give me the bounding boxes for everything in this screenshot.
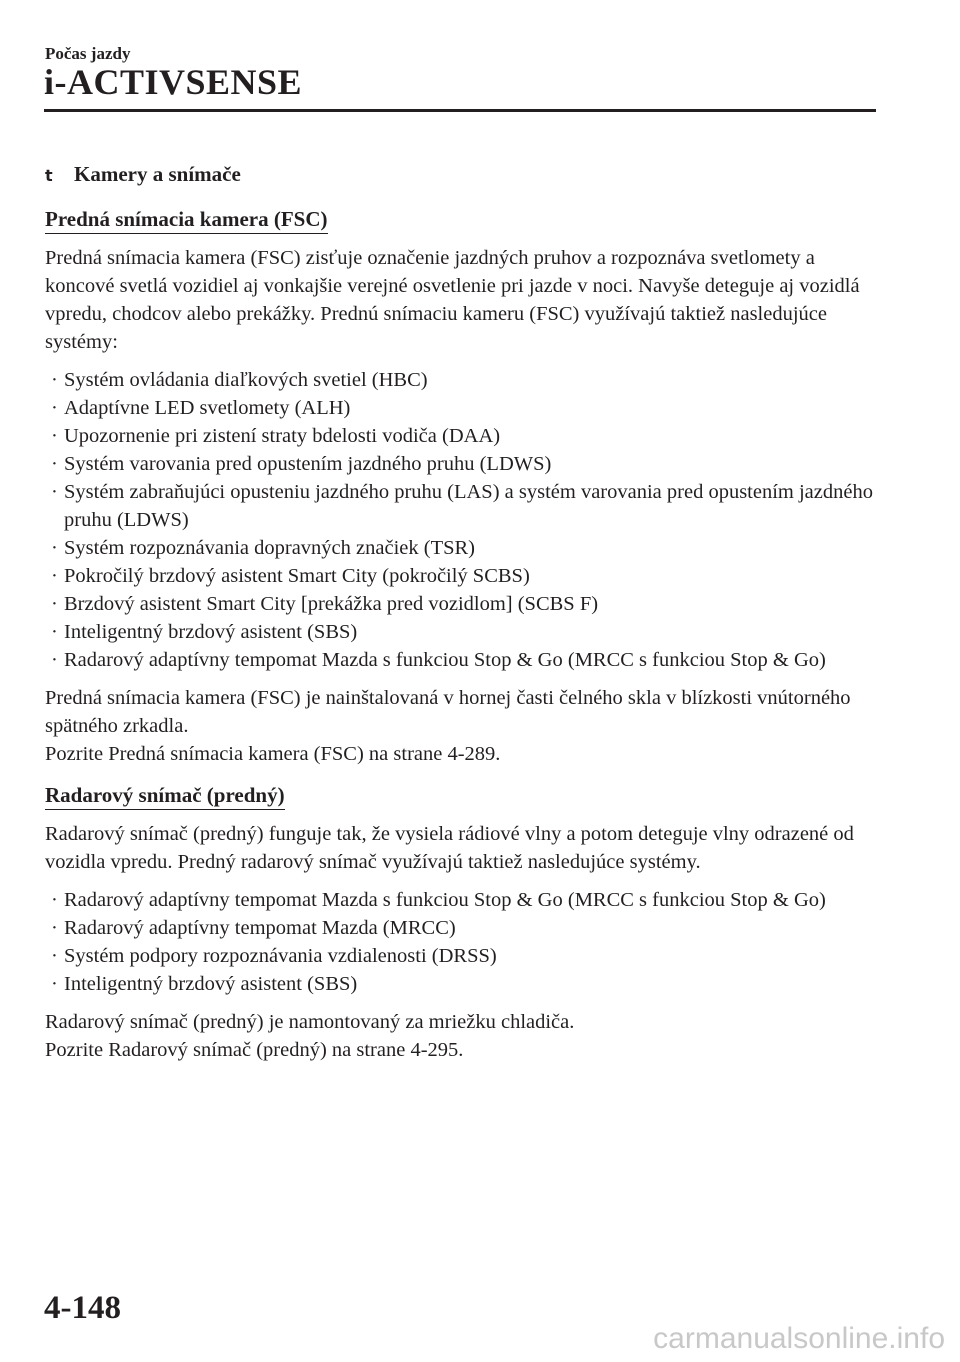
radar-location-text: Radarový snímač (predný) je namontovaný za mriežku chladiča.	[45, 1011, 575, 1033]
bullet-icon: ·	[51, 481, 58, 503]
list-item	[45, 422, 885, 450]
list-item-text: Inteligentný brzdový asistent (SBS)	[64, 621, 358, 643]
bullet-icon: ·	[51, 945, 58, 967]
list-item-text: Systém rozpoznávania dopravných značiek (TSR)	[64, 537, 476, 559]
bullet-icon: ·	[51, 889, 58, 911]
bullet-icon: ·	[51, 425, 58, 447]
list-item	[45, 646, 885, 674]
list-item-text: Systém ovládania diaľkových svetiel (HBC)	[64, 369, 428, 391]
watermark: carmanualsonline.info	[653, 1322, 945, 1355]
section-label: Počas jazdy	[45, 44, 131, 63]
bullet-icon: ·	[51, 453, 58, 475]
list-item	[45, 450, 885, 478]
radar-location-block	[45, 1008, 885, 1064]
fsc-intro-paragraph: Predná snímacia kamera (FSC) zisťuje označenie jazdných pruhov a rozpoznáva svetlomety a koncové svetlá vozidiel aj vonkajšie verejné osvetlenie pri jazde v noci. Navyše deteguje aj vozidlá vpredu, chodcov alebo prekážky. Prednú snímaciu kameru (FSC) využívajú taktiež nasledujúce systémy:	[45, 247, 860, 353]
list-item-text: Systém zabraňujúci opusteniu jazdného pruhu (LAS) a systém varovania pred opustením jazdného pruhu (LDWS)	[64, 481, 873, 531]
bullet-icon: ·	[51, 397, 58, 419]
list-item-text: Radarový adaptívny tempomat Mazda (MRCC)	[64, 917, 456, 939]
list-item	[45, 562, 885, 590]
fsc-location-text: Predná snímacia kamera (FSC) je nainštalovaná v hornej časti čelného skla v blízkosti vnútorného spätného zrkadla.	[45, 687, 851, 737]
radar-intro-paragraph: Radarový snímač (predný) funguje tak, že vysiela rádiové vlny a potom deteguje vlny odrazené od vozidla vpredu. Predný radarový snímač využívajú taktiež nasledujúce systémy.	[45, 823, 854, 873]
list-item-text: Upozornenie pri zistení straty bdelosti vodiča (DAA)	[64, 425, 501, 447]
list-item	[45, 478, 885, 534]
bullet-icon: ·	[51, 621, 58, 643]
bullet-icon: ·	[51, 565, 58, 587]
list-item-text: Adaptívne LED svetlomety (ALH)	[64, 397, 351, 419]
fsc-reference-link[interactable]: Pozrite Predná snímacia kamera (FSC) na strane 4-289.	[45, 743, 501, 765]
list-item-text: Systém varovania pred opustením jazdného pruhu (LDWS)	[64, 453, 552, 475]
list-item	[45, 886, 885, 914]
bullet-icon: ·	[51, 593, 58, 615]
list-item	[45, 618, 885, 646]
list-item	[45, 914, 885, 942]
bullet-icon: ·	[51, 917, 58, 939]
radar-subheading: Radarový snímač (predný)	[45, 782, 285, 810]
radar-reference-link[interactable]: Pozrite Radarový snímač (predný) na strane 4-295.	[45, 1039, 464, 1061]
list-item	[45, 366, 885, 394]
radar-systems-list	[45, 886, 885, 998]
fsc-subheading: Predná snímacia kamera (FSC)	[45, 206, 328, 234]
section-heading-text: Kamery a snímače	[74, 162, 241, 186]
fsc-location-block	[45, 684, 885, 768]
fsc-systems-list	[45, 366, 885, 674]
list-item-text: Pokročilý brzdový asistent Smart City (pokročilý SCBS)	[64, 565, 530, 587]
section-heading	[45, 160, 885, 190]
list-item	[45, 534, 885, 562]
list-item-text: Radarový adaptívny tempomat Mazda s funkciou Stop & Go (MRCC s funkciou Stop & Go)	[64, 649, 826, 671]
main-content	[45, 160, 885, 1074]
bullet-icon: ·	[51, 973, 58, 995]
section-marker-icon: t	[45, 166, 53, 185]
header-divider	[44, 109, 876, 112]
list-item-text: Systém podpory rozpoznávania vzdialenosti (DRSS)	[64, 945, 497, 967]
bullet-icon: ·	[51, 369, 58, 391]
list-item-text: Brzdový asistent Smart City [prekážka pred vozidlom] (SCBS F)	[64, 593, 599, 615]
page-number: 4-148	[44, 1290, 121, 1326]
list-item	[45, 942, 885, 970]
list-item	[45, 970, 885, 998]
bullet-icon: ·	[51, 537, 58, 559]
page-title: i-ACTIVSENSE	[44, 62, 303, 102]
bullet-icon: ·	[51, 649, 58, 671]
list-item	[45, 394, 885, 422]
list-item-text: Radarový adaptívny tempomat Mazda s funkciou Stop & Go (MRCC s funkciou Stop & Go)	[64, 889, 826, 911]
list-item	[45, 590, 885, 618]
list-item-text: Inteligentný brzdový asistent (SBS)	[64, 973, 358, 995]
